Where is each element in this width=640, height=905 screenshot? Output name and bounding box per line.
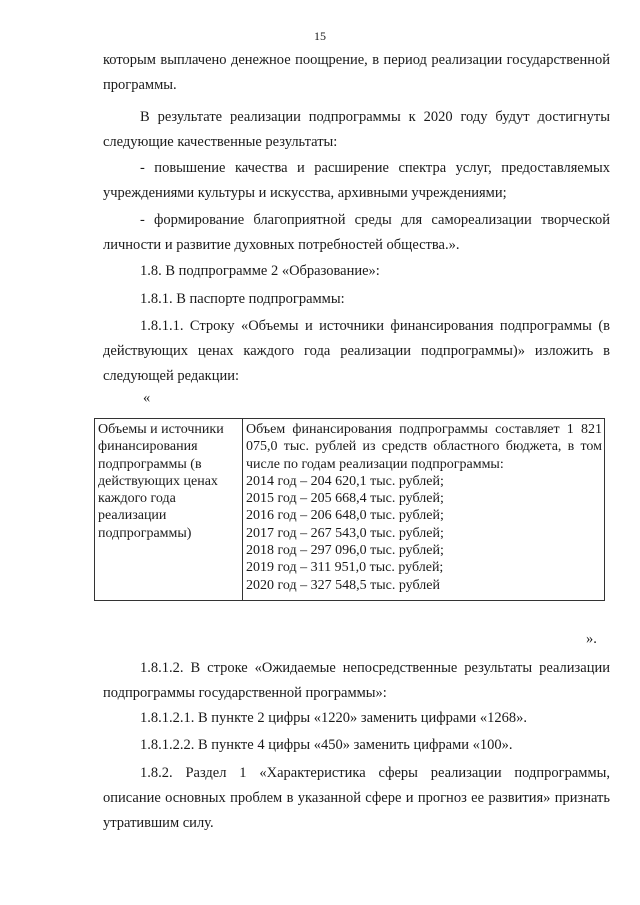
year-line: 2020 год – 327 548,5 тыс. рублей xyxy=(246,577,440,593)
year-line: 2014 год – 204 620,1 тыс. рублей; xyxy=(246,473,444,489)
paragraph-1-8-1: 1.8.1. В паспорте подпрограммы: xyxy=(140,291,345,307)
quote-close-mark: ». xyxy=(586,631,597,647)
year-line: 2015 год – 205 668,4 тыс. рублей; xyxy=(246,491,444,507)
year-line: 2017 год – 267 543,0 тыс. рублей; xyxy=(246,525,444,541)
year-line: 2019 год – 311 951,0 тыс. рублей; xyxy=(246,560,444,576)
year-line: 2016 год – 206 648,0 тыс. рублей; xyxy=(246,508,444,524)
paragraph-1-8-1-2-1: 1.8.1.2.1. В пункте 2 цифры «1220» заменить цифрами «1268». xyxy=(140,710,528,726)
financing-table xyxy=(94,418,605,601)
paragraph-continuation: которым выплачено денежное поощрение, в период реализации государственной программы. xyxy=(103,52,610,93)
paragraph-1-8: 1.8. В подпрограмме 2 «Образование»: xyxy=(140,263,380,279)
paragraph-1-8-1-2: 1.8.1.2. В строке «Ожидаемые непосредственные результаты реализации подпрограммы государственной программы»: xyxy=(103,660,610,701)
year-line: 2018 год – 297 096,0 тыс. рублей; xyxy=(246,543,444,559)
table-value-cell xyxy=(243,419,605,601)
paragraph-results-intro: В результате реализации подпрограммы к 2020 году будут достигнуты следующие качественные результаты: xyxy=(103,109,610,150)
quote-open-mark: « xyxy=(143,390,151,406)
paragraph-bullet-quality: - повышение качества и расширение спектра услуг, предоставляемых учреждениями культуры и искусства, архивными учреждениями; xyxy=(103,160,610,201)
page-number: 15 xyxy=(314,29,326,43)
paragraph-1-8-2: 1.8.2. Раздел 1 «Характеристика сферы реализации подпрограммы, описание основных проблем в указанной сфере и прогноз ее развития» признать утратившим силу. xyxy=(103,765,610,831)
paragraph-bullet-environment: - формирование благоприятной среды для самореализации творческой личности и развитие духовных потребностей общества.». xyxy=(103,212,610,253)
table-label-cell: Объемы и источники финансирования подпрограммы (в действующих ценах каждого года реализации подпрограммы) xyxy=(95,419,243,601)
financing-intro: Объем финансирования подпрограммы составляет 1 821 075,0 тыс. рублей из средств областного бюджета, в том числе по годам реализации подпрограммы: xyxy=(246,422,602,472)
table-row xyxy=(95,419,605,601)
paragraph-1-8-1-1: 1.8.1.1. Строку «Объемы и источники финансирования подпрограммы (в действующих ценах каждого года реализации подпрограммы)» изложить в следующей редакции: xyxy=(103,318,610,384)
paragraph-1-8-1-2-2: 1.8.1.2.2. В пункте 4 цифры «450» заменить цифрами «100». xyxy=(140,737,513,753)
